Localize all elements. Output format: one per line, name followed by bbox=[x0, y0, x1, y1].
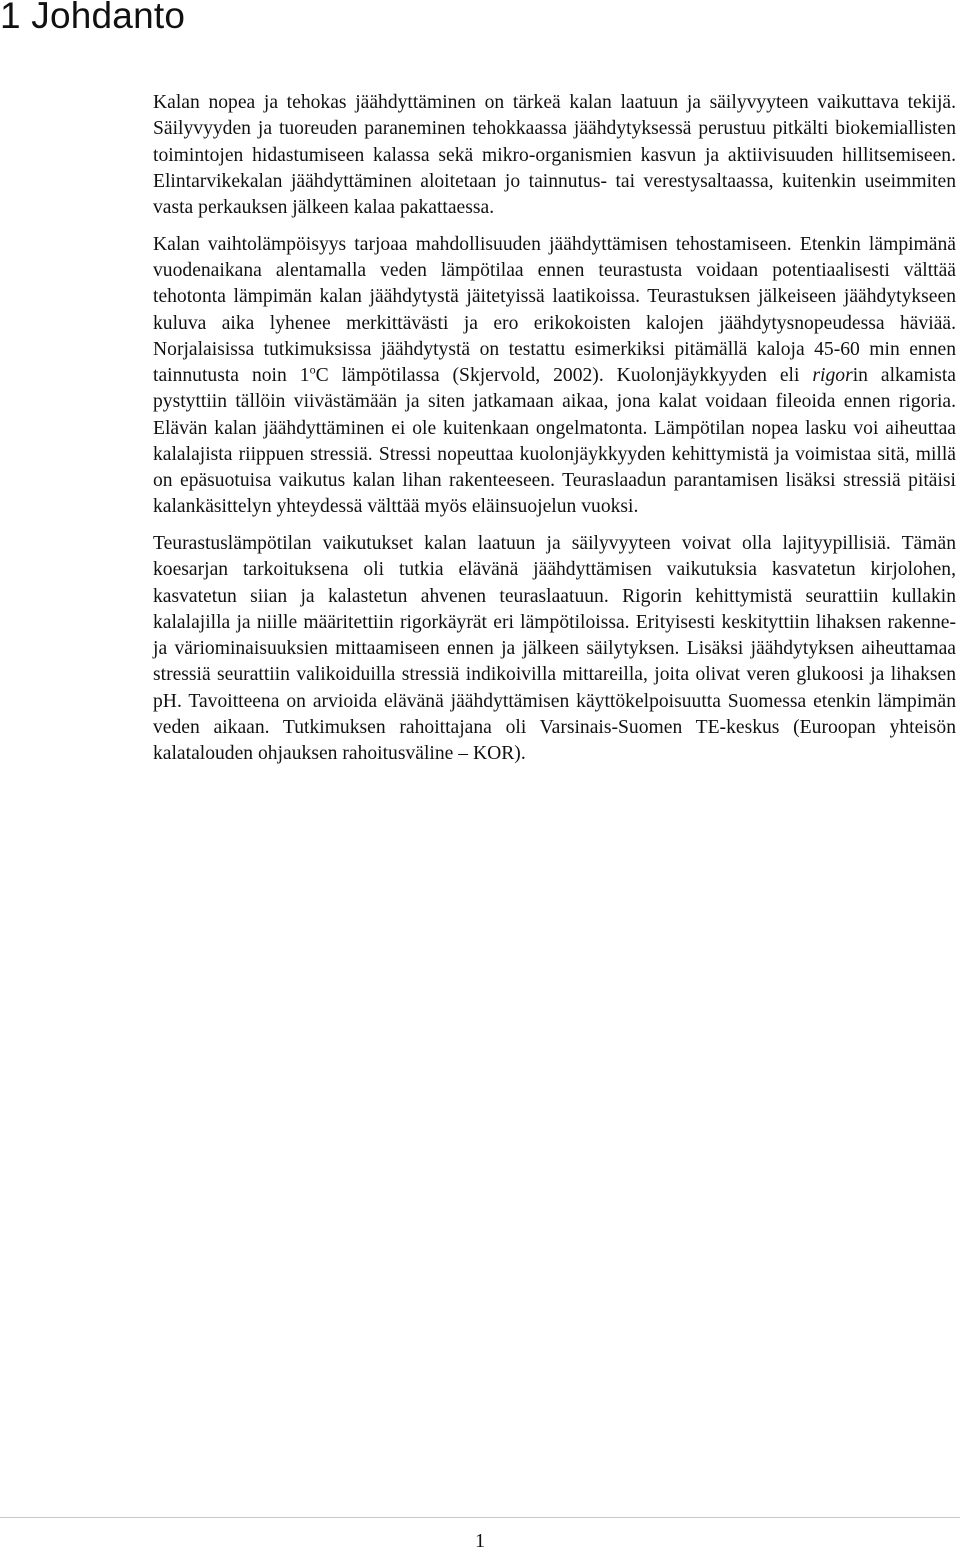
body-text bbox=[153, 90, 956, 778]
rigor-italic-term: rigor bbox=[812, 365, 853, 386]
page-number: 1 bbox=[475, 1530, 485, 1552]
paragraph-2 bbox=[153, 232, 956, 521]
degree-superscript: o bbox=[309, 362, 316, 377]
paragraph-2-text-b: C lämpötilassa (Skjervold, 2002). Kuolonjäykkyyden eli bbox=[315, 365, 813, 386]
paragraph-2-text-c: in alkamista pystyttiin tällöin viivästämään ja siten jatkamaan aikaa, jona kalat voidaan fileoida ennen rigoria. Elävän kalan jäähdyttäminen ei ole kuitenkaan ongelmatonta. Lämpötilan nopea lasku voi aiheuttaa kalalajista riippuen stressiä. Stressi nopeuttaa kuolonjäykkyyden kehittymistä ja voimistaa sitä, millä on epäsuotuisa vaikutus kalan lihan rakenteeseen. Teuraslaadun parantamisen lisäksi stressiä pitäisi kalankäsittelyn yhteydessä välttää myös eläinsuojelun vuoksi. bbox=[153, 365, 956, 518]
footer-divider bbox=[0, 1517, 960, 1518]
paragraph-2-text-a: Kalan vaihtolämpöisyys tarjoaa mahdollisuuden jäähdyttämisen tehostamiseen. Etenkin lämpimänä vuodenaikana alentamalla veden lämpötilaa ennen teurastusta voidaan potentiaalisesti välttää tehotonta lämpimän kalan jäähdytystä jäitetyissä laatikoissa. Teurastuksen jälkeiseen jäähdytykseen kuluva aika lyhenee merkittävästi ja ero erikokoisten kalojen jäähdytysnopeudessa häviää. Norjalaisissa tutkimuksissa jäähdytystä on testattu esimerkiksi pitämällä kaloja 45-60 min ennen tainnutusta noin 1 bbox=[153, 233, 956, 386]
paragraph-1: Kalan nopea ja tehokas jäähdyttäminen on tärkeä kalan laatuun ja säilyvyyteen vaikuttava tekijä. Säilyvyyden ja tuoreuden paraneminen tehokkaassa jäähdytyksessä perustuu pitkälti biokemiallisten toimintojen hidastumiseen kalassa sekä mikro-organismien kasvun ja aktiivisuuden hillitsemiseen. Elintarvikekalan jäähdyttäminen aloitetaan jo tainnutus- tai verestysaltaassa, kuitenkin useimmiten vasta perkauksen jälkeen kalaa pakattaessa. bbox=[153, 92, 956, 218]
section-heading: 1 Johdanto bbox=[0, 0, 186, 36]
paragraph-3: Teurastuslämpötilan vaikutukset kalan laatuun ja säilyvyyteen voivat olla lajityypillisiä. Tämän koesarjan tarkoituksena oli tutkia elävänä jäähdyttämisen vaikutuksia kasvatetun kirjolohen, kasvatetun siian ja kalastetun ahvenen teuraslaatuun. Rigorin kehittymistä seurattiin kullakin kalalajilla ja niille määritettiin rigorkäyrät eri lämpötiloissa. Erityisesti keskityttiin lihaksen rakenne- ja väriominaisuuksien mittaamiseen ennen ja jälkeen säilytyksen. Lisäksi jäähdytyksen aiheuttamaa stressiä seurattiin valikoiduilla stressiä indikoivilla mittareilla, joita olivat veren glukoosi ja lihaksen pH. Tavoitteena on arvioida elävänä jäähdyttämisen käyttökelpoisuutta Suomessa etenkin lämpimän veden aikaan. Tutkimuksen rahoittajana oli Varsinais-Suomen TE-keskus (Euroopan yhteisön kalatalouden ohjauksen rahoitusväline – KOR). bbox=[153, 533, 956, 764]
